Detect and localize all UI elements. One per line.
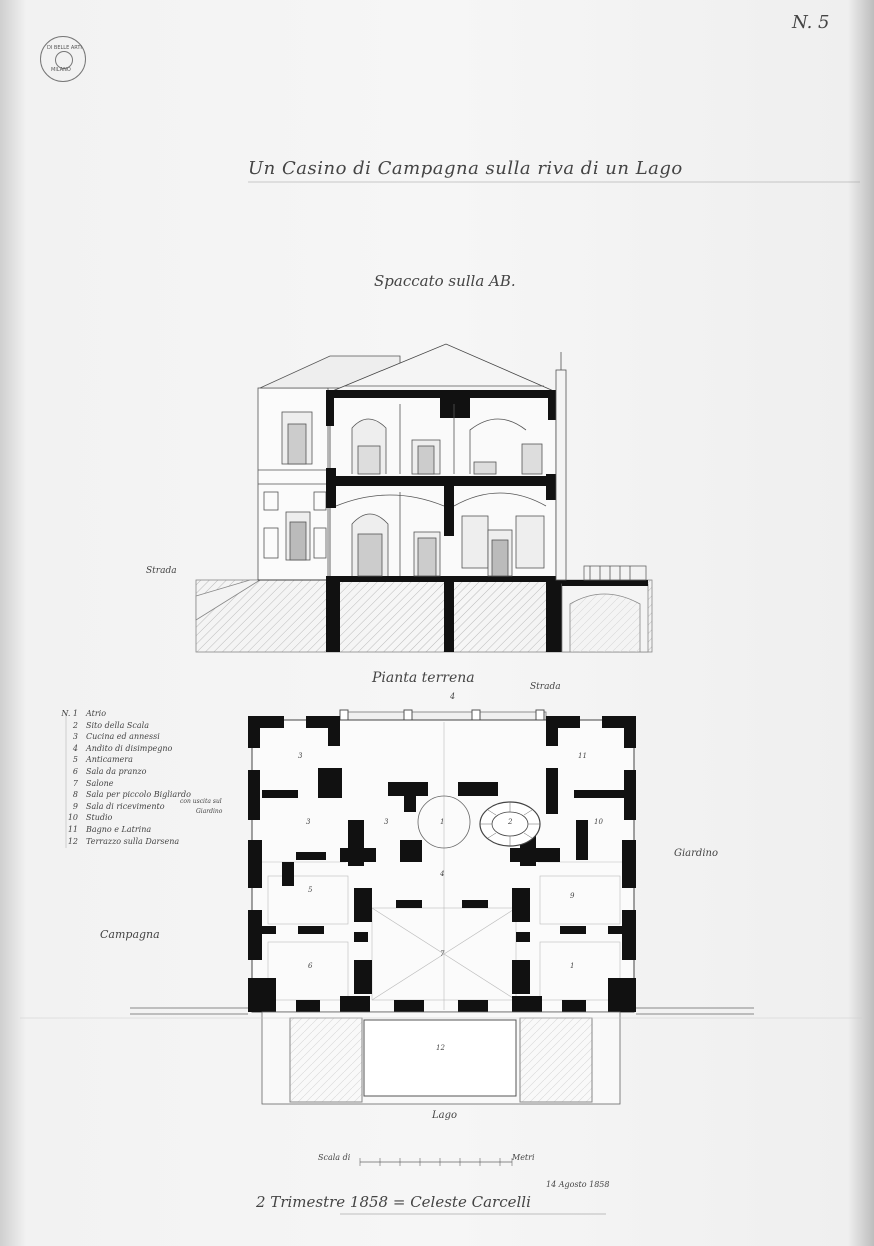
sheet-number: N. 5	[792, 12, 830, 33]
room-number: 9	[570, 892, 575, 900]
legend-item: 8 Sala per piccolo Bigliardo	[72, 790, 191, 800]
plan-title: Pianta terrena	[372, 670, 475, 686]
legend-item: 2 Sito della Scala	[72, 720, 149, 730]
room-number: 7	[440, 950, 445, 958]
legend-item: 11 Bagno e Latrina	[67, 824, 152, 834]
ground-slab	[326, 576, 558, 582]
room-number: 11	[578, 752, 587, 760]
legend-item: 10 Studio	[67, 813, 113, 823]
roof-slab	[326, 390, 558, 398]
date-note: 14 Agosto 1858	[546, 1180, 610, 1189]
room-number: 3	[298, 752, 303, 760]
label-strada-plan: Strada	[530, 682, 561, 692]
room-number: 2	[508, 818, 513, 826]
cellar-arch	[570, 594, 640, 652]
legend-item: 4 Andito di disimpegno	[72, 743, 173, 753]
room-number: 6	[308, 962, 313, 970]
room-legend	[56, 708, 191, 847]
section-elevation	[196, 344, 652, 652]
room-number: 4	[440, 870, 445, 878]
room-number: 10	[594, 818, 603, 826]
legend-item: N. 1 Atrio	[61, 709, 107, 718]
legend-item: 6 Sala da pranzo	[72, 766, 147, 776]
foundation-wall-3	[546, 580, 562, 652]
legend-item: 5 Anticamera	[72, 755, 133, 765]
legend-note: con uscita sul	[180, 798, 222, 805]
legend-item: 7 Salone	[72, 778, 114, 788]
room-number: 3	[306, 818, 311, 826]
label-lago: Lago	[432, 1110, 458, 1121]
scale-label: Scala di	[318, 1153, 351, 1162]
section-title: Spaccato sulla AB.	[374, 272, 516, 290]
stamp-line2: MILANO	[51, 67, 71, 73]
signature: 2 Trimestre 1858 = Celeste Carcelli	[256, 1193, 531, 1211]
room-number: 3	[384, 818, 389, 826]
scale-unit: Metri	[512, 1153, 535, 1162]
stamp-line1: DI BELLE ARTI	[47, 45, 82, 51]
room-number: 12	[436, 1044, 445, 1052]
entrance-number: 4	[450, 692, 456, 701]
room-number: 1	[440, 818, 445, 826]
room-number: 1	[570, 962, 575, 970]
balustrade	[584, 566, 646, 580]
terrace-slab	[562, 580, 648, 586]
corner-pilaster	[556, 370, 566, 580]
foundation-wall-2	[444, 580, 454, 652]
drawing-title: Un Casino di Campagna sulla riva di un Lago	[248, 158, 683, 179]
room-number: 5	[308, 886, 313, 894]
foundation-wall-1	[326, 580, 340, 652]
label-campagna: Campagna	[100, 928, 160, 941]
label-giardino: Giardino	[674, 848, 718, 859]
legend-item: 9 Sala di ricevimento	[72, 801, 165, 811]
legend-note: Giardino	[196, 808, 223, 815]
legend-item: 12 Terrazzo sulla Darsena	[67, 836, 180, 846]
legend-item: 3 Cucina ed annessi	[72, 732, 160, 742]
label-strada-section: Strada	[146, 566, 177, 576]
floor-slab	[326, 476, 558, 486]
